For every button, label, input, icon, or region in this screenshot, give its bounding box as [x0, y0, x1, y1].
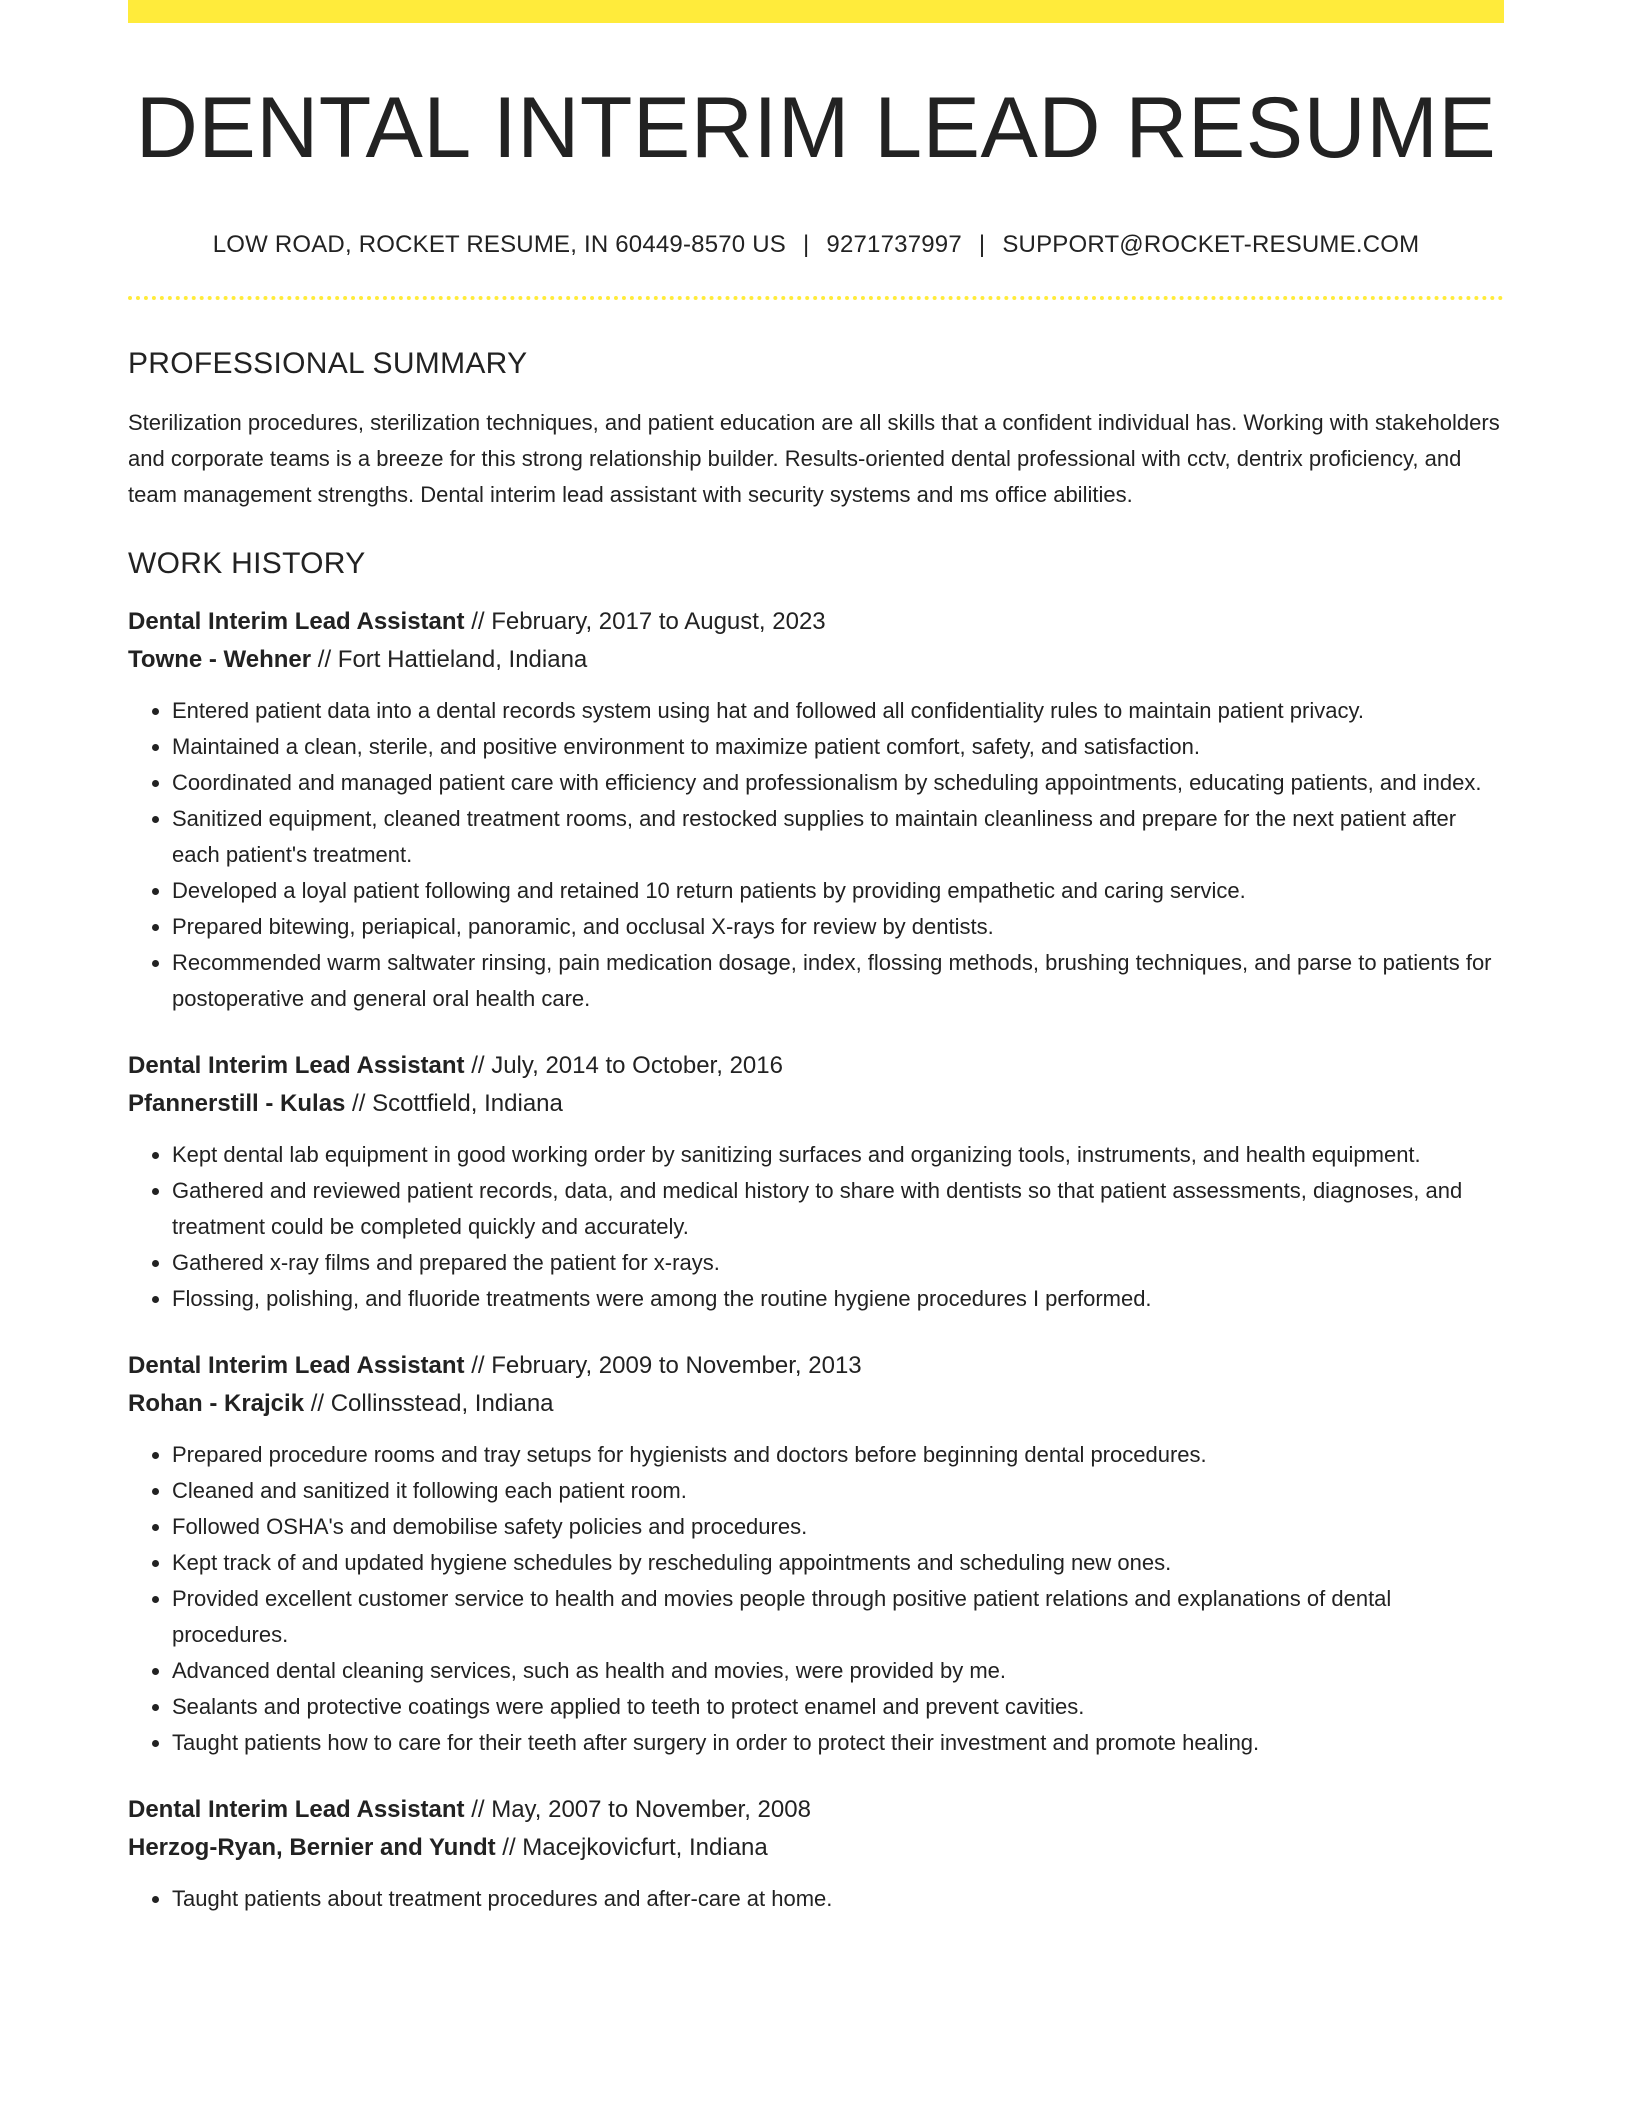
job-title-line	[128, 603, 1504, 641]
job-bullet: • Provided excellent customer service to health and movies people through positive patient relations and explanations of dental procedures.	[172, 1581, 1504, 1653]
job-bullet-list	[128, 1437, 1504, 1761]
job-location: Macejkovicfurt, Indiana	[522, 1833, 768, 1861]
job-bullet: • Kept dental lab equipment in good working order by sanitizing surfaces and organizing tools, instruments, and health equipment.	[172, 1137, 1504, 1173]
job-location: Scottfield, Indiana	[372, 1089, 563, 1117]
job-bullet: • Flossing, polishing, and fluoride treatments were among the routine hygiene procedures I performed.	[172, 1281, 1504, 1317]
job-location: Fort Hattieland, Indiana	[337, 645, 588, 673]
resume-page	[128, 0, 1504, 1917]
work-history-heading: WORK HISTORY	[128, 546, 366, 580]
job-separator: //	[464, 1795, 492, 1823]
job-bullet: • Developed a loyal patient following and retained 10 return patients by providing empathetic and caring service.	[172, 873, 1504, 909]
job-title-line	[128, 1347, 1504, 1385]
job-company-line	[128, 1385, 1504, 1423]
job-company: Pfannerstill - Kulas	[128, 1089, 346, 1117]
job-bullet: • Sealants and protective coatings were applied to teeth to protect enamel and prevent cavities.	[172, 1689, 1504, 1725]
job-title: Dental Interim Lead Assistant	[128, 607, 465, 635]
job-company-line	[128, 1829, 1504, 1867]
job-separator: //	[464, 1351, 492, 1379]
job-dates: February, 2009 to November, 2013	[491, 1351, 862, 1379]
job-entry	[128, 1047, 1504, 1317]
summary-text: Sterilization procedures, sterilization techniques, and patient education are all skills that a confident individual has. Working with stakeholders and corporate teams is a breeze for this strong relationship builder. Results-oriented dental professional with cctv, dentrix proficiency, and team management strengths. Dental interim lead assistant with security systems and ms office abilities.	[128, 409, 1500, 507]
contact-email[interactable]: SUPPORT@ROCKET-RESUME.COM	[1002, 230, 1420, 258]
job-bullet: • Kept track of and updated hygiene schedules by rescheduling appointments and scheduling new ones.	[172, 1545, 1504, 1581]
job-separator: //	[311, 645, 338, 673]
dotted-divider	[128, 296, 1504, 300]
job-entry	[128, 603, 1504, 1017]
contact-line	[128, 231, 1504, 259]
contact-phone: 9271737997	[826, 230, 962, 258]
job-bullet: • Maintained a clean, sterile, and positive environment to maximize patient comfort, safety, and satisfaction.	[172, 729, 1504, 765]
job-bullet: • Advanced dental cleaning services, such as health and movies, were provided by me.	[172, 1653, 1504, 1689]
job-company: Rohan - Krajcik	[128, 1389, 305, 1417]
summary-heading: PROFESSIONAL SUMMARY	[128, 346, 528, 380]
job-bullet: • Taught patients how to care for their teeth after surgery in order to protect their investment and promote healing.	[172, 1725, 1504, 1761]
job-company-line	[128, 1085, 1504, 1123]
job-company: Towne - Wehner	[128, 645, 312, 673]
job-dates: February, 2017 to August, 2023	[491, 607, 826, 635]
accent-bar	[128, 0, 1504, 23]
job-separator: //	[464, 607, 492, 635]
job-location: Collinsstead, Indiana	[330, 1389, 554, 1417]
job-title-line	[128, 1791, 1504, 1829]
job-bullet: • Prepared bitewing, periapical, panoramic, and occlusal X-rays for review by dentists.	[172, 909, 1504, 945]
job-title: Dental Interim Lead Assistant	[128, 1051, 465, 1079]
job-dates: July, 2014 to October, 2016	[491, 1051, 783, 1079]
job-title: Dental Interim Lead Assistant	[128, 1795, 465, 1823]
job-bullet: • Followed OSHA's and demobilise safety policies and procedures.	[172, 1509, 1504, 1545]
job-bullet: • Entered patient data into a dental records system using hat and followed all confidentiality rules to maintain patient privacy.	[172, 693, 1504, 729]
contact-separator: |	[978, 230, 986, 258]
job-title: Dental Interim Lead Assistant	[128, 1351, 465, 1379]
work-history-list	[128, 603, 1504, 1917]
job-bullet: • Gathered x-ray films and prepared the patient for x-rays.	[172, 1245, 1504, 1281]
job-bullet-list	[128, 1137, 1504, 1317]
contact-address: LOW ROAD, ROCKET RESUME, IN 60449-8570 US	[212, 230, 786, 258]
job-entry	[128, 1347, 1504, 1761]
job-company-line	[128, 641, 1504, 679]
job-bullet: • Sanitized equipment, cleaned treatment rooms, and restocked supplies to maintain cleanliness and prepare for the next patient after each patient's treatment.	[172, 801, 1504, 873]
job-bullet-list	[128, 693, 1504, 1017]
job-bullet: • Taught patients about treatment procedures and after-care at home.	[172, 1881, 1504, 1917]
job-separator: //	[495, 1833, 523, 1861]
job-title-line	[128, 1047, 1504, 1085]
job-bullet: • Recommended warm saltwater rinsing, pain medication dosage, index, flossing methods, brushing techniques, and parse to patients for postoperative and general oral health care.	[172, 945, 1504, 1017]
job-company: Herzog-Ryan, Bernier and Yundt	[128, 1833, 496, 1861]
job-bullet: • Prepared procedure rooms and tray setups for hygienists and doctors before beginning dental procedures.	[172, 1437, 1504, 1473]
job-bullet-list	[128, 1881, 1504, 1917]
job-separator: //	[464, 1051, 492, 1079]
job-bullet: • Gathered and reviewed patient records, data, and medical history to share with dentists so that patient assessments, diagnoses, and treatment could be completed quickly and accurately.	[172, 1173, 1504, 1245]
resume-title: DENTAL INTERIM LEAD RESUME	[135, 80, 1497, 176]
job-bullet: • Coordinated and managed patient care with efficiency and professionalism by scheduling appointments, educating patients, and index.	[172, 765, 1504, 801]
job-separator: //	[304, 1389, 331, 1417]
job-dates: May, 2007 to November, 2008	[491, 1795, 811, 1823]
job-separator: //	[345, 1089, 373, 1117]
contact-separator: |	[802, 230, 810, 258]
job-entry	[128, 1791, 1504, 1917]
job-bullet: • Cleaned and sanitized it following each patient room.	[172, 1473, 1504, 1509]
